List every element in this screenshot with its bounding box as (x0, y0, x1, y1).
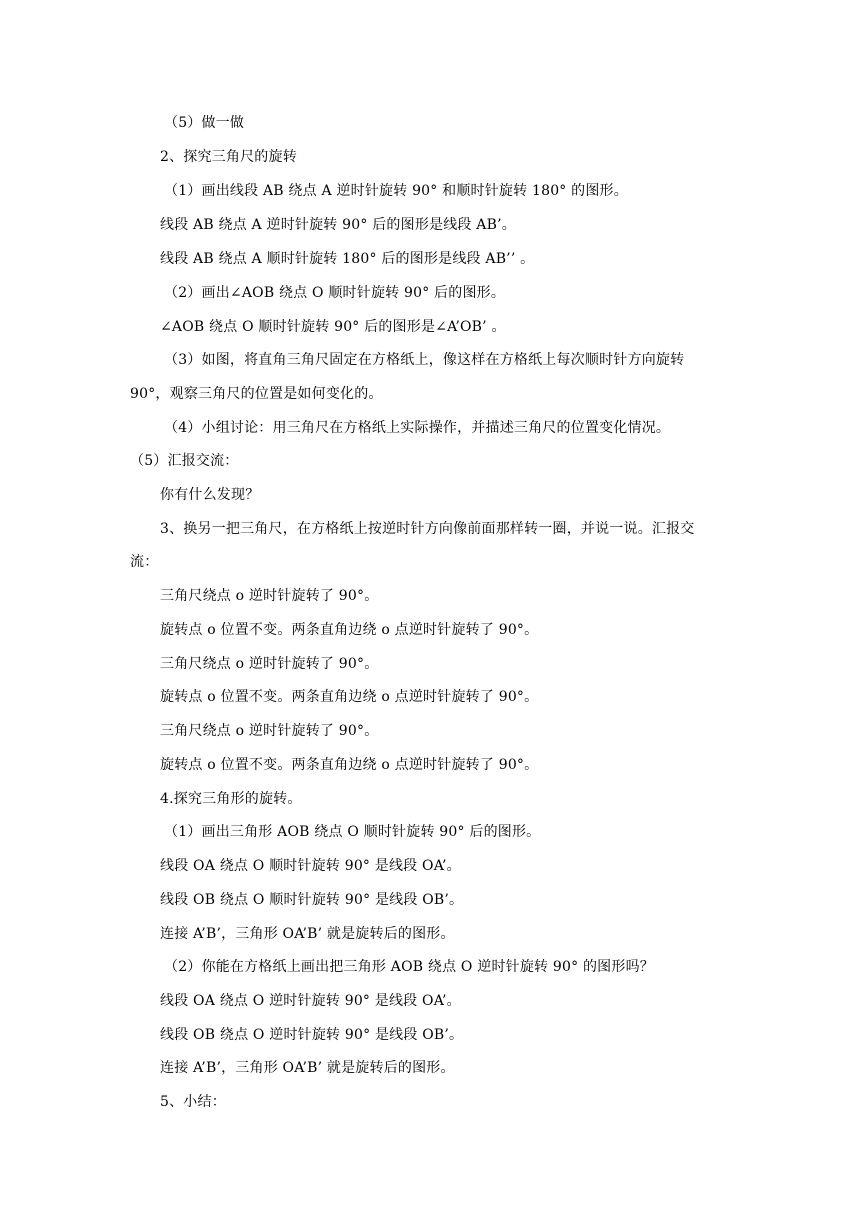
text-line: （2）你能在方格纸上画出把三角形 AOB 绕点 O 逆时针旋转 90° 的图形吗？ (164, 959, 654, 975)
text-line: 线段 OB 绕点 O 顺时针旋转 90° 是线段 OB’。 (160, 892, 464, 908)
section-heading: 3、换另一把三角尺，在方格纸上按逆时针方向像前面那样转一圈，并说一说。汇报交 (160, 521, 695, 537)
section-heading: 5、小结： (160, 1094, 226, 1110)
text-line: 线段 OA 绕点 O 逆时针旋转 90° 是线段 OA’。 (160, 993, 461, 1009)
text-line: 旋转点 o 位置不变。两条直角边绕 o 点逆时针旋转了 90°。 (160, 689, 539, 705)
text-line: 三角尺绕点 o 逆时针旋转了 90°。 (160, 588, 379, 604)
text-line: 流： (130, 554, 159, 570)
text-line: （1）画出线段 AB 绕点 A 逆时针旋转 90° 和顺时针旋转 180° 的图形。 (164, 183, 628, 199)
text-line: 旋转点 o 位置不变。两条直角边绕 o 点逆时针旋转了 90°。 (160, 757, 539, 773)
text-line: 线段 OB 绕点 O 逆时针旋转 90° 是线段 OB’。 (160, 1027, 464, 1043)
text-line: （4）小组讨论：用三角尺在方格纸上实际操作，并描述三角尺的位置变化情况。 (164, 420, 671, 436)
text-line: 三角尺绕点 o 逆时针旋转了 90°。 (160, 656, 379, 672)
text-line: 90°，观察三角尺的位置是如何变化的。 (130, 386, 383, 402)
text-line: （2）画出∠AOB 绕点 O 顺时针旋转 90° 后的图形。 (164, 285, 506, 301)
text-line: 线段 AB 绕点 A 逆时针旋转 90° 后的图形是线段 AB’。 (160, 217, 516, 233)
text-line: （5）汇报交流： (130, 453, 239, 469)
text-line: 你有什么发现？ (160, 487, 260, 503)
text-line: （5）做一做 (164, 115, 245, 131)
text-line: 连接 A’B’，三角形 OA’B’ 就是旋转后的图形。 (160, 1060, 455, 1076)
text-line: 线段 OA 绕点 O 顺时针旋转 90° 是线段 OA’。 (160, 858, 461, 874)
text-line: 三角尺绕点 o 逆时针旋转了 90°。 (160, 723, 379, 739)
text-line: 旋转点 o 位置不变。两条直角边绕 o 点逆时针旋转了 90°。 (160, 622, 539, 638)
text-line: （3）如图，将直角三角尺固定在方格纸上，像这样在方格纸上每次顺时针方向旋转 (164, 352, 685, 368)
text-line: ∠AOB 绕点 O 顺时针旋转 90° 后的图形是∠A’OB’ 。 (160, 319, 506, 335)
text-line: 线段 AB 绕点 A 顺时针旋转 180° 后的图形是线段 AB’’ 。 (160, 251, 535, 267)
text-line: 连接 A’B’，三角形 OA’B’ 就是旋转后的图形。 (160, 926, 455, 942)
section-heading: 2、探究三角尺的旋转 (160, 149, 297, 165)
text-line: （1）画出三角形 AOB 绕点 O 顺时针旋转 90° 后的图形。 (164, 824, 541, 840)
section-heading: 4.探究三角形的旋转。 (160, 791, 302, 807)
